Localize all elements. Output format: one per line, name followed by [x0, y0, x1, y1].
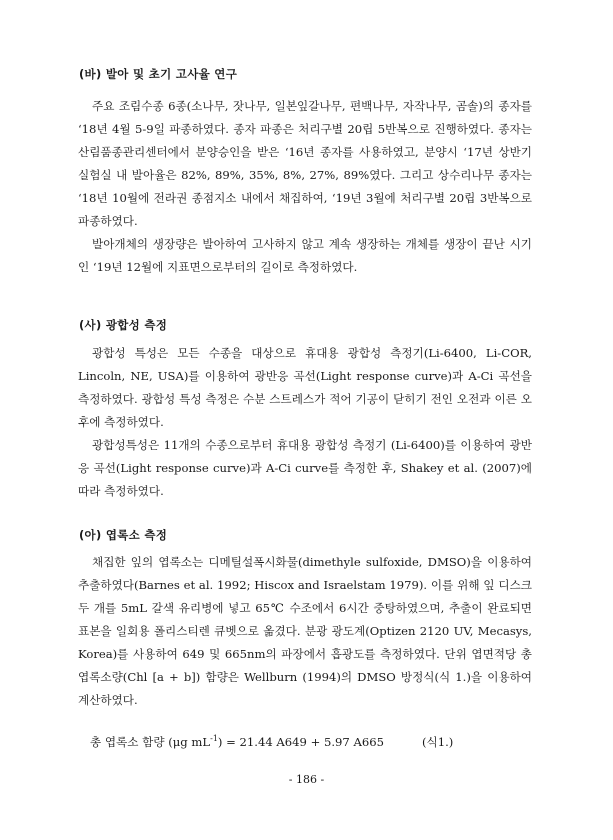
paragraph-photosynthesis-analysis: 광합성특성은 11개의 수종으로부터 휴대용 광합성 측정기 (Li-6400)를 이용하여 광반응 곡선(Light response curve)과 A-Ci curve를 측정한 후, Shakey et al. (2007)에 따라 측정하였다. — [78, 438, 532, 498]
paragraph-germination-growth: 발아개체의 생장량은 발아하여 고사하지 않고 계속 생장하는 개체를 생장이 끝난 시기인 ‘19년 12월에 지표면으로부터의 길이로 측정하였다. — [78, 237, 532, 274]
equation-rhs: ) = 21.44 A649 + 5.97 A665 — [217, 735, 384, 749]
equation-lhs: 총 엽록소 함량 (μg mL — [90, 735, 211, 749]
paragraph-photosynthesis-method: 광합성 특성은 모든 수종을 대상으로 휴대용 광합성 측정기(Li-6400, Li-COR, Lincoln, NE, USA)를 이용하여 광반응 곡선(Light response curve)과 A-Ci 곡선을 측정하였다. 광합성 특성 측정은 수분 스트레스가 적어 기공이 닫히기 전인 오전과 이른 오후에 측정하였다. — [78, 346, 532, 429]
equation-exponent: -1 — [210, 734, 218, 744]
section-heading-photosynthesis: (사) 광합성 측정 — [79, 318, 168, 332]
section-heading-chlorophyll: (아) 엽록소 측정 — [79, 528, 168, 542]
paragraph-germination-method: 주요 조림수종 6종(소나무, 잣나무, 일본잎갈나무, 편백나무, 자작나무, 곰솔)의 종자를 ‘18년 4월 5-9일 파종하였다. 종자 파종은 처리구별 20립 5반복으로 진행하였다. 종자는 산림품종관리센터에서 분양승인을 받은 ‘16년 종자를 사용하였고, 분양시 ‘17년 상반기 실험실 내 발아율은 82%, 89%, 35%, 8%, 27%, 89%였다. 그리고 상수리나무 종자는 ‘18년 10월에 전라권 종점지소 내에서 채집하여, ‘19년 3월에 처리구별 20립 3반복으로 파종하였다. — [78, 99, 532, 228]
section-heading-germination: (바) 발아 및 초기 고사율 연구 — [79, 67, 238, 81]
paragraph-chlorophyll-method: 채집한 잎의 엽록소는 디메틸설폭시화물(dimethyle sulfoxide, DMSO)을 이용하여 추출하였다(Barnes et al. 1992; Hiscox and Israelstam 1979). 이를 위해 잎 디스크 두 개를 5mL 갈색 유리병에 넣고 65℃ 수조에서 6시간 중탕하였으며, 추출이 완료되면 표본을 일회용 폴리스티렌 큐벳으로 옮겼다. 분광 광도계(Optizen 2120 UV, Mecasys, Korea)를 사용하여 649 및 665nm의 파장에서 흡광도를 측정하였다. 단위 엽면적당 총 엽록소량(Chl [a + b]) 함량은 Wellburn (1994)의 DMSO 방정식(식 1.)을 이용하여 계산하였다. — [78, 555, 532, 707]
equation-label: (식1.) — [422, 735, 454, 749]
page-number: - 186 - — [288, 773, 325, 786]
chlorophyll-equation — [90, 734, 453, 750]
